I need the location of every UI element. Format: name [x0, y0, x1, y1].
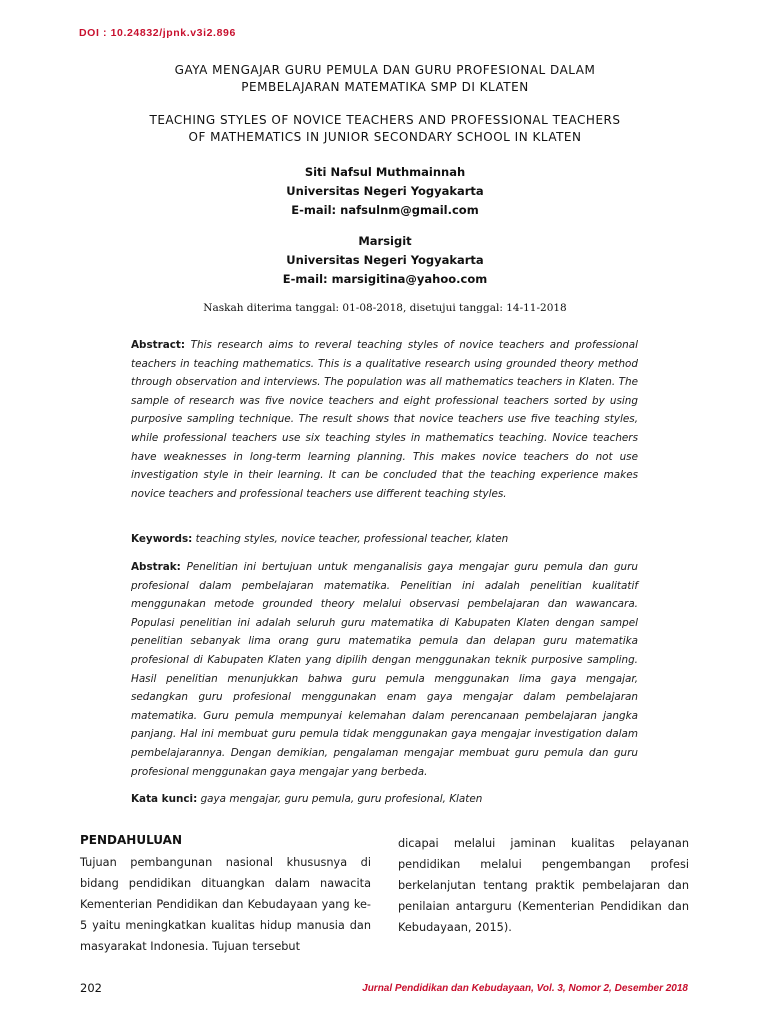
author-name: Marsigit [358, 234, 412, 248]
keywords-english-text: teaching styles, novice teacher, professional teacher, klaten [195, 533, 509, 545]
section-heading: PENDAHULUAN [80, 833, 182, 847]
doi-label[interactable]: DOI : 10.24832/jpnk.v3i2.896 [79, 27, 236, 39]
keywords-indonesian-text: gaya mengajar, guru pemula, guru profesional, Klaten [200, 793, 483, 805]
author-affiliation: Universitas Negeri Yogyakarta [286, 253, 484, 267]
author-block-1 [80, 163, 690, 220]
title-indonesian [80, 62, 690, 96]
author-email[interactable]: E-mail: nafsulnm@gmail.com [291, 203, 479, 217]
abstract-english-label: Abstract: [131, 339, 186, 351]
body-column-left: Tujuan pembangunan nasional khususnya di bidang pendidikan dituangkan dalam nawacita Kementerian Pendidikan dan Kebudayaan yang ke-5 yaitu meningkatkan kualitas hidup manusia dan masyarakat Indonesia. Tujuan tersebut [80, 856, 371, 953]
keywords-indonesian-label: Kata kunci: [131, 793, 198, 805]
page-number: 202 [80, 981, 102, 995]
keywords-indonesian [131, 790, 638, 809]
abstract-english [131, 336, 638, 503]
title-english-line-2: OF MATHEMATICS IN JUNIOR SECONDARY SCHOOL IN KLATEN [188, 130, 582, 144]
received-date: Naskah diterima tanggal: 01-08-2018, disetujui tanggal: 14-11-2018 [203, 302, 567, 314]
title-indonesian-line-1: GAYA MENGAJAR GURU PEMULA DAN GURU PROFESIONAL DALAM [174, 63, 596, 77]
title-indonesian-line-2: PEMBELAJARAN MATEMATIKA SMP DI KLATEN [241, 80, 529, 94]
keywords-english-label: Keywords: [131, 533, 193, 545]
author-block-2 [80, 232, 690, 289]
author-affiliation: Universitas Negeri Yogyakarta [286, 184, 484, 198]
body-column-right: dicapai melalui jaminan kualitas pelayanan pendidikan melalui pengembangan profesi berkelanjutan tentang praktik pembelajaran dan penilaian antarguru (Kementerian Pendidikan dan Kebudayaan, 2015). [398, 837, 689, 934]
author-name: Siti Nafsul Muthmainnah [304, 165, 466, 179]
author-email[interactable]: E-mail: marsigitina@yahoo.com [282, 272, 488, 286]
abstract-indonesian-label: Abstrak: [131, 561, 181, 573]
abstract-english-text: This research aims to reveral teaching styles of novice teachers and professional teachers in teaching mathematics. This is a qualitative research using grounded theory method through observation and interviews. The population was all mathematics teachers in Klaten. The sample of research was five novice teachers and eight professional teachers sorted by using purposive sampling technique. The result shows that novice teachers use five teaching styles, while professional teachers use six teaching styles in mathematics teaching. Novice teachers have weaknesses in long-term learning planning. This makes novice teachers do not use investigation style in their learning. It can be concluded that the teaching experience makes novice teachers and professional teachers use different teaching styles. [131, 339, 639, 500]
abstract-indonesian-text: Penelitian ini bertujuan untuk menganalisis gaya mengajar guru pemula dan guru profesional dalam pembelajaran matematika. Penelitian ini adalah penelitian kualitatif menggunakan metode grounded theory melalui observasi pembelajaran dan wawancara. Populasi penelitian ini adalah seluruh guru matematika di Kabupaten Klaten dengan sampel penelitian sebanyak lima orang guru matematika pemula dan delapan guru matematika profesional di Kabupaten Klaten yang dipilih dengan menggunakan teknik purposive sampling. Hasil penelitian menunjukkan bahwa guru pemula menggunakan lima gaya mengajar, sedangkan guru profesional menggunakan enam gaya mengajar dalam pembelajaran matematika. Guru pemula mempunyai kelemahan dalam perencanaan pembelajaran jangka panjang. Hal ini membuat guru pemula tidak menggunakan gaya mengajar investigation dalam pembelajarannya. Dengan demikian, pengalaman mengajar membuat guru pemula dan guru profesional menggunakan gaya mengajar yang berbeda. [131, 561, 638, 778]
title-english [80, 112, 690, 146]
keywords-english [131, 530, 638, 549]
title-english-line-1: TEACHING STYLES OF NOVICE TEACHERS AND PROFESSIONAL TEACHERS [149, 113, 621, 127]
abstract-indonesian [131, 558, 638, 781]
journal-footer: Jurnal Pendidikan dan Kebudayaan, Vol. 3, Nomor 2, Desember 2018 [362, 983, 688, 994]
